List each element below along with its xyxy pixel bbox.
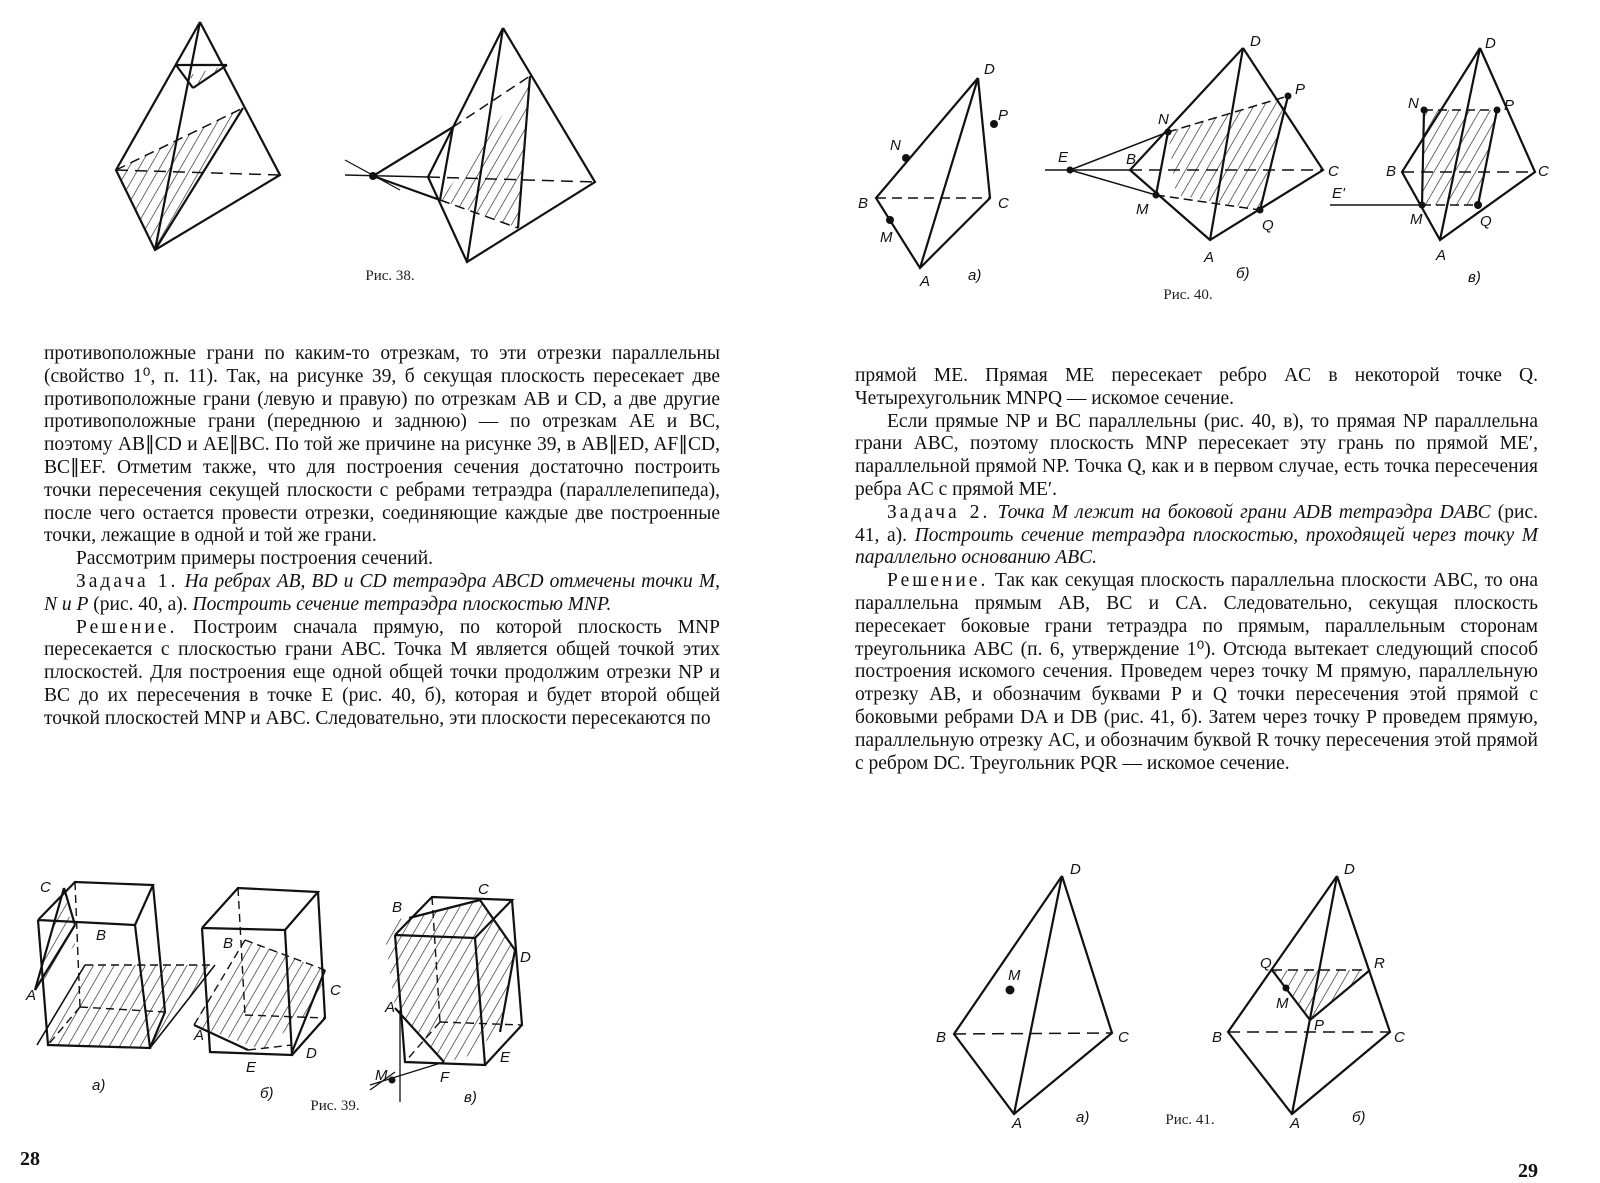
svg-text:D: D: [984, 61, 995, 78]
svg-text:а): а): [968, 267, 982, 284]
svg-text:C: C: [1118, 1029, 1129, 1046]
figure-39-caption: Рис. 39.: [310, 1098, 360, 1114]
svg-text:M: M: [880, 229, 893, 246]
figure-41-caption: Рис. 41.: [1165, 1112, 1215, 1128]
paragraph: противоположные грани по каким-то отрезкам, то эти отрезки параллельны (свойство 1⁰, п. 11). Так, на рисунке 39, б секущая плоскость пересекает две противоположные грани (левую и правую) по отрезкам AB и CD, а две другие противоположные грани (переднюю и заднюю) — по отрезкам AE и BC, поэтому AB∥CD и AE∥BC. По той же причине на рисунке 39, в AB∥ED, AF∥CD, BC∥EF. Отметим также, что для построения сечения достаточно построить точки пересечения секущей плоскости с ребрами тетраэдра (параллелепипеда), после чего остается провести отрезки, соединяющие каждые две построенные точки, лежащие в одной и той же грани.: [44, 343, 720, 547]
svg-text:P: P: [1314, 1017, 1325, 1034]
svg-text:B: B: [1126, 151, 1137, 168]
solution-label: Решение.: [76, 616, 178, 638]
svg-text:Q: Q: [1262, 217, 1274, 234]
svg-text:а): а): [1076, 1109, 1090, 1126]
problem-statement: Точка M лежит на боковой грани ADB тетраэдра DABC: [997, 501, 1491, 523]
svg-text:P: P: [998, 107, 1009, 124]
problem-1: Задача 1. На ребрах AB, BD и CD тетраэдра ABCD отмечены точки M, N и P (рис. 40, а). Построить сечение тетраэдра плоскостью MNP.: [44, 570, 721, 615]
figure-39-drawing: [20, 840, 740, 1140]
solution-2: Решение. Так как секущая плоскость параллельна плоскости ABC, то она параллельна прямым AB, BC и CA. Следовательно, секущая плоскость пересекает боковые грани тетраэдра по прямым, параллельным сторонам треугольника ABC (п. 6, утверждение 1⁰). Отсюда вытекает следующий способ построения искомого сечения. Проведем через точку M прямую, параллельную отрезку AB, и обозначим буквами P и Q точки пересечения этой прямой с боковыми ребрами DA и DB (рис. 41, б). Затем через точку P проведем прямую, параллельную отрезку AC, и обозначим буквой R точку пересечения этой прямой с ребром DC. Треугольник PQR — искомое сечение.: [855, 570, 1539, 774]
svg-text:M: M: [1008, 967, 1021, 984]
svg-text:A: A: [1204, 249, 1215, 266]
svg-text:F: F: [440, 1069, 450, 1086]
paragraph: Рассмотрим примеры построения сечений.: [76, 548, 434, 570]
svg-text:E: E: [500, 1049, 511, 1066]
svg-text:P: P: [1504, 97, 1515, 114]
svg-text:D: D: [306, 1045, 317, 1062]
svg-text:M: M: [1276, 995, 1289, 1012]
svg-text:N: N: [1158, 111, 1169, 128]
svg-text:б): б): [1352, 1109, 1366, 1126]
left-page-text: [44, 343, 720, 731]
solution-label: Решение.: [887, 570, 989, 592]
svg-text:C: C: [330, 982, 341, 999]
problem-statement: На ребрах AB, BD и CD тетраэдра ABCD отмечены точки M, N и P: [44, 570, 721, 615]
svg-text:C: C: [1394, 1029, 1405, 1046]
svg-text:б): б): [1236, 265, 1250, 282]
svg-text:A: A: [194, 1027, 205, 1044]
svg-text:C: C: [1538, 163, 1549, 180]
svg-text:M: M: [1136, 201, 1149, 218]
svg-text:а): а): [92, 1077, 106, 1094]
figure-41: [900, 830, 1520, 1130]
svg-text:в): в): [464, 1089, 477, 1106]
figure-38-caption: Рис. 38.: [365, 268, 415, 284]
right-page-text: [855, 365, 1538, 775]
svg-text:D: D: [520, 949, 531, 966]
paragraph: прямой ME. Прямая ME пересекает ребро AC в некоторой точке Q. Четырехугольник MNPQ — искомое сечение.: [855, 365, 1538, 409]
svg-text:E': E': [1332, 185, 1345, 202]
svg-text:A: A: [385, 999, 396, 1016]
figure-40-caption: Рис. 40.: [1163, 287, 1213, 303]
svg-text:D: D: [1485, 35, 1496, 52]
solution-1: Решение. Построим сначала прямую, по которой плоскость MNP пересекается с плоскостью грани ABC. Точка M является общей точкой этих плоскостей. Для построения еще одной общей точки продолжим отрезки NP и BC до их пересечения в точке E (рис. 40, б), которая и будет второй общей точкой плоскостей MNP и ABC. Следовательно, эти плоскости пересекаются по: [44, 616, 721, 729]
figure-38: [90, 0, 690, 300]
svg-text:D: D: [1250, 33, 1261, 50]
svg-text:B: B: [392, 899, 403, 916]
svg-text:в): в): [1468, 269, 1481, 286]
problem-2: Задача 2. Точка M лежит на боковой грани ADB тетраэдра DABC (рис. 41, а). Построить сечение тетраэдра плоскостью, проходящей через точку M параллельно основанию ABC.: [855, 501, 1539, 569]
svg-text:C: C: [40, 879, 51, 896]
problem-label: Задача 2.: [887, 501, 991, 523]
svg-text:C: C: [998, 195, 1009, 212]
svg-text:E: E: [1058, 149, 1069, 166]
svg-text:D: D: [1070, 861, 1081, 878]
svg-text:C: C: [1328, 163, 1339, 180]
svg-text:R: R: [1374, 955, 1385, 972]
svg-text:A: A: [26, 987, 37, 1004]
svg-text:B: B: [858, 195, 869, 212]
svg-text:B: B: [936, 1029, 947, 1046]
svg-text:C: C: [478, 881, 489, 898]
svg-text:B: B: [96, 927, 107, 944]
figure-40-drawing: [840, 30, 1560, 310]
svg-text:M: M: [375, 1067, 388, 1084]
page-number-left: 28: [20, 1148, 40, 1170]
svg-text:B: B: [223, 935, 234, 952]
svg-text:D: D: [1344, 861, 1355, 878]
svg-text:Q: Q: [1260, 955, 1272, 972]
svg-text:б): б): [260, 1085, 274, 1102]
problem-label: Задача 1.: [76, 570, 179, 592]
problem-task: Построить сечение тетраэдра плоскостью, проходящей через точку M параллельно основанию ABC.: [855, 524, 1539, 569]
figure-39: [20, 840, 740, 1140]
svg-text:Q: Q: [1480, 213, 1492, 230]
svg-text:A: A: [1290, 1115, 1301, 1130]
svg-text:M: M: [1410, 211, 1423, 228]
svg-text:B: B: [1212, 1029, 1223, 1046]
svg-text:N: N: [890, 137, 901, 154]
svg-text:E: E: [246, 1059, 257, 1076]
figure-38-drawing: [90, 0, 690, 300]
svg-text:A: A: [920, 273, 931, 290]
problem-task: Построить сечение тетраэдра плоскостью MNP.: [192, 593, 612, 615]
svg-text:P: P: [1295, 81, 1306, 98]
svg-text:A: A: [1436, 247, 1447, 264]
figure-40: [840, 30, 1560, 310]
svg-text:A: A: [1012, 1115, 1023, 1130]
svg-text:B: B: [1386, 163, 1397, 180]
figure-41-drawing: [900, 830, 1520, 1130]
paragraph: Если прямые NP и BC параллельны (рис. 40, в), то прямая NP параллельна грани ABC, поэтому плоскость MNP пересекает эту грань по прямой ME′, параллельной прямой NP. Точка Q, как и в первом случае, есть точка пересечения ребра AC с прямой ME′.: [855, 410, 1538, 500]
page-number-right: 29: [1518, 1160, 1538, 1182]
svg-text:N: N: [1408, 95, 1419, 112]
